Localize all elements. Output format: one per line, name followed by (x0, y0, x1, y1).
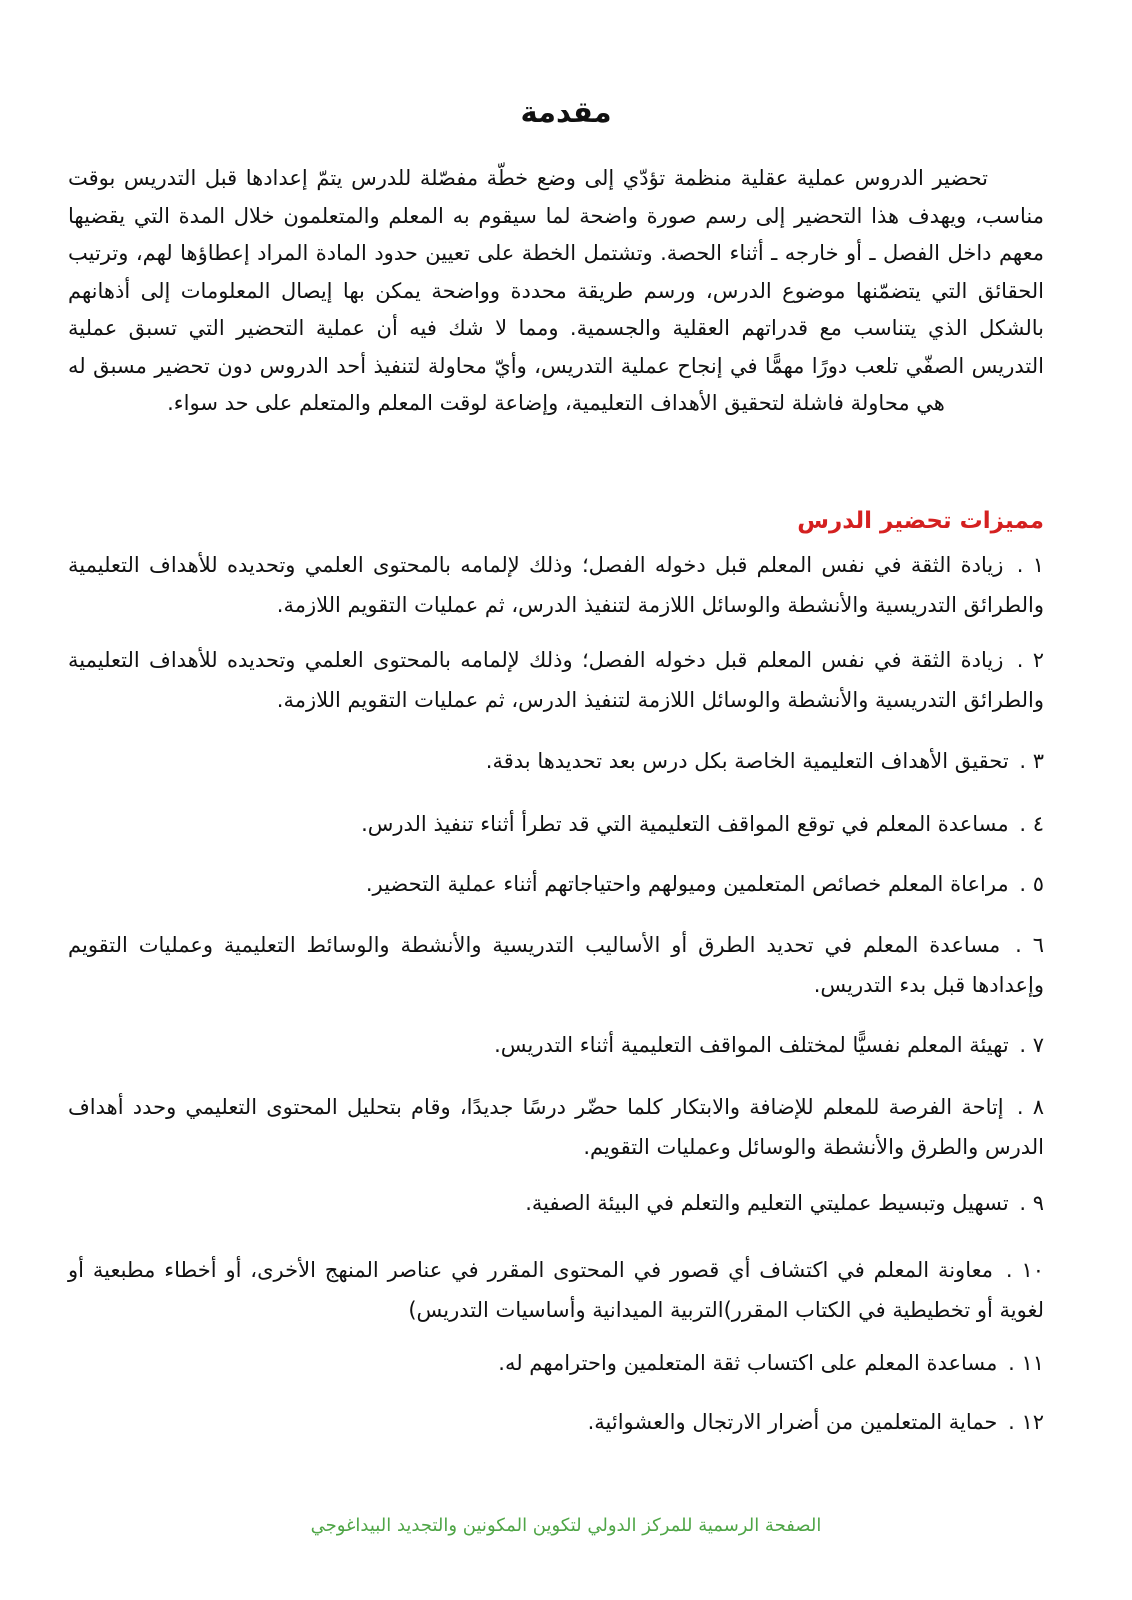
item-text: مساعدة المعلم في تحديد الطرق أو الأساليب التدريسية والأنشطة والوسائط التعليمية وعمليات التقويم وإعدادها قبل بدء التدريس. (68, 933, 1044, 997)
item-number: ١ . (1016, 553, 1044, 577)
item-text: تهيئة المعلم نفسيًّا لمختلف المواقف التعليمية أثناء التدريس. (494, 1033, 1009, 1057)
item-text: مساعدة المعلم على اكتساب ثقة المتعلمين واحترامهم له. (498, 1351, 998, 1375)
item-text: تسهيل وتبسيط عمليتي التعليم والتعلم في البيئة الصفية. (525, 1191, 1009, 1215)
footer-text: الصفحة الرسمية للمركز الدولي لتكوين المكونين والتجديد البيداغوجي (310, 1515, 822, 1536)
item-text: تحقيق الأهداف التعليمية الخاصة بكل درس بعد تحديدها بدقة. (485, 749, 1009, 773)
item-number: ٨ . (1016, 1095, 1044, 1119)
item-text: مراعاة المعلم خصائص المتعلمين وميولهم واحتياجاتهم أثناء عملية التحضير. (365, 872, 1009, 896)
item-number: ٢ . (1016, 648, 1044, 672)
list-item (68, 640, 1044, 720)
list-item (68, 1402, 1044, 1442)
item-text: زيادة الثقة في نفس المعلم قبل دخوله الفصل؛ وذلك لإلمامه بالمحتوى العلمي وتحديده للأهداف التعليمية والطرائق التدريسية والأنشطة والوسائل اللازمة لتنفيذ الدرس، ثم عمليات التقويم اللازمة. (68, 553, 1044, 617)
list-item (68, 1087, 1044, 1167)
item-text: حماية المتعلمين من أضرار الارتجال والعشوائية. (587, 1410, 998, 1434)
list-item (68, 1025, 1044, 1065)
item-number: ٤ . (1019, 812, 1044, 836)
intro-paragraph: تحضير الدروس عملية عقلية منظمة تؤدّي إلى وضع خطّة مفصّلة للدرس يتمّ إعدادها قبل التدريس بوقت مناسب، ويهدف هذا التحضير إلى رسم صورة واضحة لما سيقوم به المعلم والمتعلمون خلال المدة التي يقضيها معهم داخل الفصل ـ أو خارجه ـ أثناء الحصة. وتشتمل الخطة على تعيين حدود المادة المراد إعطاؤها لهم، وترتيب الحقائق التي يتضمّنها موضوع الدرس، ورسم طريقة محددة وواضحة يمكن بها إيصال المعلومات إلى أذهانهم بالشكل الذي يتناسب مع قدراتهم العقلية والجسمية. ومما لا شك فيه أن عملية التحضير التي تسبق عملية التدريس الصفّي تلعب دورًا مهمًّا في إنجاح عملية التدريس، وأيّ محاولة لتنفيذ أحد الدروس دون تحضير مسبق له هي محاولة فاشلة لتحقيق الأهداف التعليمية، وإضاعة لوقت المعلم والمتعلم على حد سواء. (68, 166, 1044, 415)
list-item (68, 741, 1044, 781)
item-text: مساعدة المعلم في توقع المواقف التعليمية التي قد تطرأ أثناء تنفيذ الدرس. (361, 812, 1009, 836)
item-number: ١١ . (1008, 1351, 1044, 1375)
item-text: زيادة الثقة في نفس المعلم قبل دخوله الفصل؛ وذلك لإلمامه بالمحتوى العلمي وتحديده للأهداف التعليمية والطرائق التدريسية والأنشطة والوسائل اللازمة لتنفيذ الدرس، ثم عمليات التقويم اللازمة. (68, 648, 1044, 712)
item-number: ٥ . (1019, 872, 1044, 896)
list-item (68, 1183, 1044, 1223)
item-number: ٩ . (1019, 1191, 1044, 1215)
list-item (68, 925, 1044, 1005)
item-text: إتاحة الفرصة للمعلم للإضافة والابتكار كلما حضّر درسًا جديدًا، وقام بتحليل المحتوى التعليمي وحدد أهداف الدرس والطرق والأنشطة والوسائل وعمليات التقويم. (68, 1095, 1044, 1159)
list-item (68, 1343, 1044, 1383)
item-number: ١٢ . (1008, 1410, 1044, 1434)
item-number: ٣ . (1019, 749, 1044, 773)
list-item (68, 1250, 1044, 1330)
item-text: معاونة المعلم في اكتشاف أي قصور في المحتوى المقرر في عناصر المنهج الأخرى، أو أخطاء مطبعية أو لغوية أو تخطيطية في الكتاب المقرر)التربية الميدانية وأساسيات التدريس) (68, 1258, 1044, 1322)
item-number: ١٠ . (1005, 1258, 1044, 1282)
item-number: ٧ . (1019, 1033, 1044, 1057)
item-number: ٦ . (1015, 933, 1044, 957)
section-title: مميزات تحضير الدرس (797, 508, 1044, 534)
list-item (68, 864, 1044, 904)
list-item (68, 545, 1044, 625)
list-item (68, 804, 1044, 844)
page-title: مقدمة (520, 95, 612, 129)
